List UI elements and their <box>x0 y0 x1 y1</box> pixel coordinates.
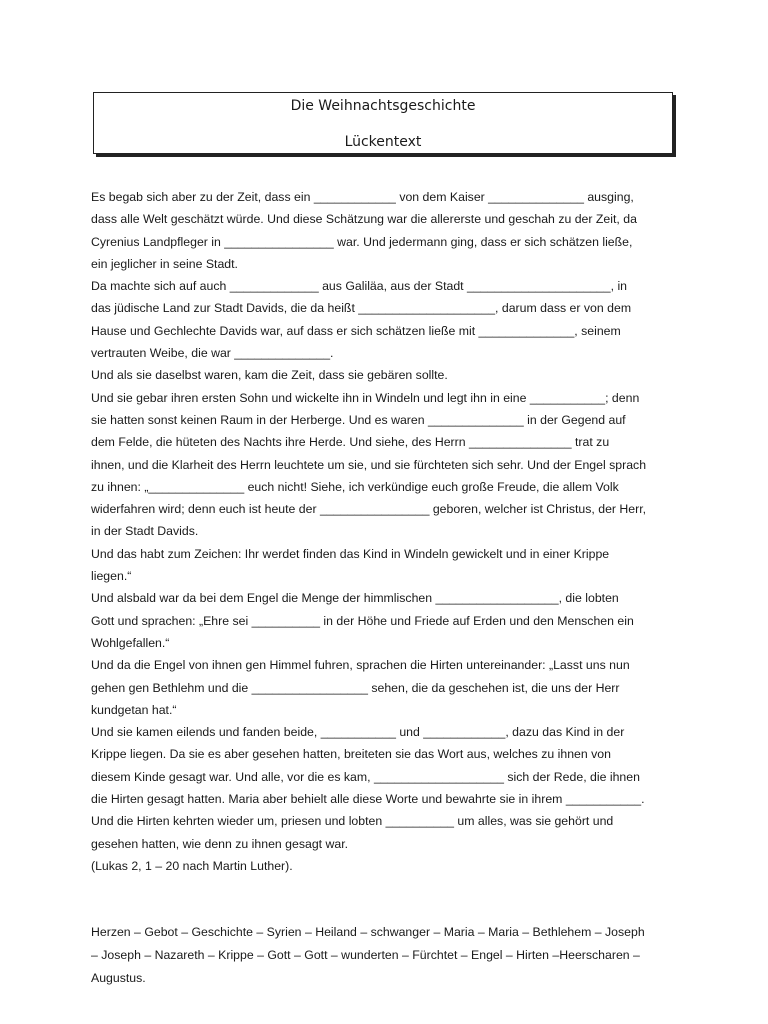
text-line: Hause und Gechlechte Davids war, auf dass er sich schätzen ließe mit ______________, seinem <box>91 323 621 338</box>
text-line: vertrauten Weibe, die war ______________. <box>91 346 334 361</box>
document-subtitle: Lückentext <box>344 134 422 150</box>
text-line: Krippe liegen. Da sie es aber gesehen hatten, breiteten sie das Wort aus, welches zu ihnen von <box>91 747 611 762</box>
document-title: Die Weihnachtsgeschichte <box>290 98 476 114</box>
word-bank-line: Herzen – Gebot – Geschichte – Syrien – Heiland – schwanger – Maria – Maria – Bethlehem – Joseph <box>91 925 645 939</box>
text-line: Es begab sich aber zu der Zeit, dass ein ____________ von dem Kaiser ______________ ausging, <box>91 190 634 204</box>
text-line: Und alsbald war da bei dem Engel die Menge der himmlischen __________________, die lobten <box>91 591 619 606</box>
word-bank-line: Augustus. <box>91 971 146 985</box>
word-bank-line: – Joseph – Nazareth – Krippe – Gott – Gott – wunderten – Fürchtet – Engel – Hirten –Heerscharen – <box>91 948 640 962</box>
text-line: diesem Kinde gesagt war. Und alle, vor die es kam, ___________________ sich der Rede, die ihnen <box>91 769 640 784</box>
text-line: Und als sie daselbst waren, kam die Zeit, dass sie gebären sollte. <box>91 368 448 383</box>
text-line: das jüdische Land zur Stadt Davids, die da heißt ____________________, darum dass er von dem <box>91 301 632 316</box>
text-line: ein jeglicher in seine Stadt. <box>91 256 238 271</box>
text-line: Und die Hirten kehrten wieder um, priesen und lobten __________ um alles, was sie gehört und <box>91 814 614 829</box>
text-line: gesehen hatten, wie denn zu ihnen gesagt war. <box>91 836 349 851</box>
word-bank <box>91 921 691 990</box>
text-line: Und da die Engel von ihnen gen Himmel fuhren, sprachen die Hirten untereinander: „Lasst uns nun <box>91 658 630 673</box>
text-line: Und sie gebar ihren ersten Sohn und wickelte ihn in Windeln und legt ihn in eine ___________; denn <box>91 390 640 405</box>
title-box <box>93 92 673 154</box>
text-line: in der Stadt Davids. <box>91 524 199 539</box>
text-line: Gott und sprachen: „Ehre sei __________ in der Höhe und Friede auf Erden und den Menschen ein <box>91 613 634 628</box>
text-line: dem Felde, die hüteten des Nachts ihre Herde. Und siehe, des Herrn _______________ trat zu <box>91 435 610 450</box>
text-line: sie hatten sonst keinen Raum in der Herberge. Und es waren ______________ in der Gegend auf <box>91 412 626 427</box>
text-line: die Hirten gesagt hatten. Maria aber behielt alle diese Worte und bewahrte sie in ihrem ___________. <box>91 792 645 807</box>
text-line: ihnen, und die Klarheit des Herrn leuchtete um sie, und sie fürchteten sich sehr. Und der Engel sprach <box>91 457 647 472</box>
text-line: zu ihnen: „______________ euch nicht! Siehe, ich verkündige euch große Freude, die allem Volk <box>91 479 619 494</box>
text-line: Und sie kamen eilends und fanden beide, ___________ und ____________, dazu das Kind in der <box>91 725 625 740</box>
text-line: Und das habt zum Zeichen: Ihr werdet finden das Kind in Windeln gewickelt und in einer Krippe <box>91 546 610 561</box>
story-text <box>91 186 691 877</box>
text-line: widerfahren wird; denn euch ist heute der ________________ geboren, welcher ist Christus, der Herr, <box>91 502 647 517</box>
text-line: kundgetan hat.“ <box>91 702 177 717</box>
text-line: Cyrenius Landpfleger in ________________ war. Und jedermann ging, dass er sich schätzen ließe, <box>91 234 633 249</box>
text-line: Wohlgefallen.“ <box>91 635 170 650</box>
source-citation: (Lukas 2, 1 – 20 nach Martin Luther). <box>91 858 293 873</box>
text-line: gehen gen Bethlehm und die _________________ sehen, die da geschehen ist, die uns der Herr <box>91 680 620 695</box>
text-line: dass alle Welt geschätzt würde. Und diese Schätzung war die allererste und geschah zu der Zeit, da <box>91 212 637 227</box>
text-line: Da machte sich auf auch _____________ aus Galiläa, aus der Stadt _____________________, in <box>91 279 628 294</box>
text-line: liegen.“ <box>91 569 132 584</box>
